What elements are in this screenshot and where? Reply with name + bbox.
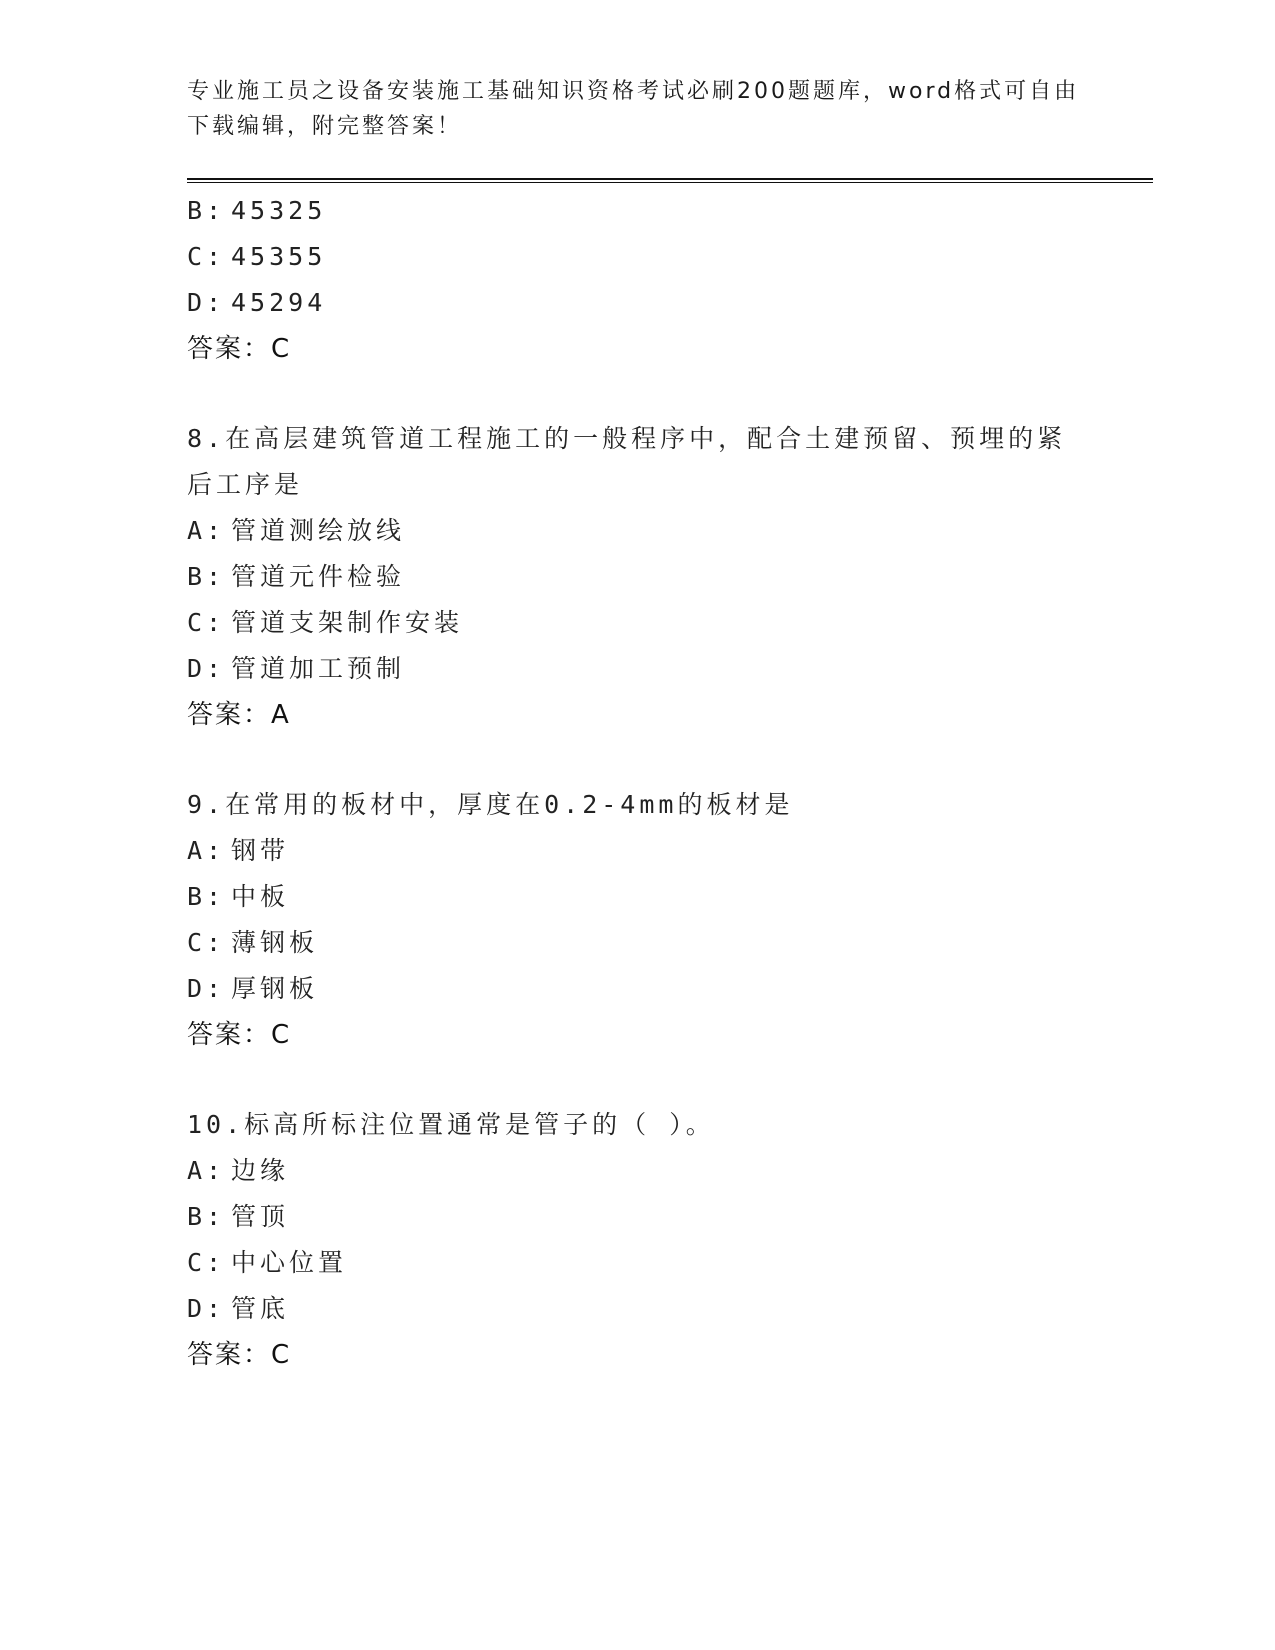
option-c [187, 920, 1147, 966]
question-9 [187, 782, 1147, 1058]
option-key: B: [187, 196, 226, 225]
option-key: C: [187, 608, 226, 637]
answer-line: 答案：A [187, 700, 291, 730]
option-text: 薄钢板 [231, 928, 319, 957]
option-a [187, 1148, 1147, 1194]
option-key: D: [187, 1294, 226, 1323]
question-stem: 10.标高所标注位置通常是管子的（ ）。 [187, 1110, 715, 1139]
option-text: 管道加工预制 [231, 654, 406, 683]
option-text: 管道测绘放线 [231, 516, 406, 545]
option-key: B: [187, 882, 226, 911]
option-key: A: [187, 516, 226, 545]
option-text: 45325 [231, 196, 327, 225]
option-c [187, 600, 1147, 646]
question-stem: 8.在高层建筑管道工程施工的一般程序中，配合土建预留、预埋的紧 [187, 424, 1067, 453]
document-header [187, 74, 1087, 144]
option-c [187, 234, 1147, 280]
question-stem: 9.在常用的板材中，厚度在0.2-4mm的板材是 [187, 790, 794, 819]
option-text: 边缘 [231, 1156, 290, 1185]
option-b [187, 1194, 1147, 1240]
option-key: B: [187, 562, 226, 591]
option-a [187, 508, 1147, 554]
option-key: D: [187, 288, 226, 317]
option-d [187, 280, 1147, 326]
option-b [187, 874, 1147, 920]
option-d [187, 646, 1147, 692]
option-a [187, 828, 1147, 874]
answer-line: 答案：C [187, 334, 292, 364]
option-text: 钢带 [231, 836, 290, 865]
option-text: 管道元件检验 [231, 562, 406, 591]
option-text: 中板 [231, 882, 290, 911]
option-key: D: [187, 654, 226, 683]
question-7-continuation [187, 188, 1147, 372]
answer-line: 答案：C [187, 1340, 292, 1370]
option-d [187, 1286, 1147, 1332]
option-key: A: [187, 1156, 226, 1185]
header-divider [187, 178, 1153, 183]
question-list [187, 188, 1147, 1378]
option-key: C: [187, 928, 226, 957]
option-c [187, 1240, 1147, 1286]
question-10 [187, 1102, 1147, 1378]
question-8 [187, 416, 1147, 738]
option-key: C: [187, 242, 226, 271]
option-key: D: [187, 974, 226, 1003]
header-title-line-1: 专业施工员之设备安装施工基础知识资格考试必刷200题题库，word格式可自由 [187, 79, 1080, 104]
option-key: B: [187, 1202, 226, 1231]
option-key: A: [187, 836, 226, 865]
option-text: 管底 [231, 1294, 290, 1323]
option-text: 45294 [231, 288, 327, 317]
option-b [187, 188, 1147, 234]
option-text: 厚钢板 [231, 974, 319, 1003]
option-text: 中心位置 [231, 1248, 348, 1277]
question-stem-continued: 后工序是 [187, 470, 304, 499]
header-title-line-2: 下载编辑，附完整答案！ [187, 114, 463, 139]
option-d [187, 966, 1147, 1012]
option-text: 管顶 [231, 1202, 290, 1231]
option-key: C: [187, 1248, 226, 1277]
option-b [187, 554, 1147, 600]
answer-line: 答案：C [187, 1020, 292, 1050]
option-text: 管道支架制作安装 [231, 608, 464, 637]
option-text: 45355 [231, 242, 327, 271]
